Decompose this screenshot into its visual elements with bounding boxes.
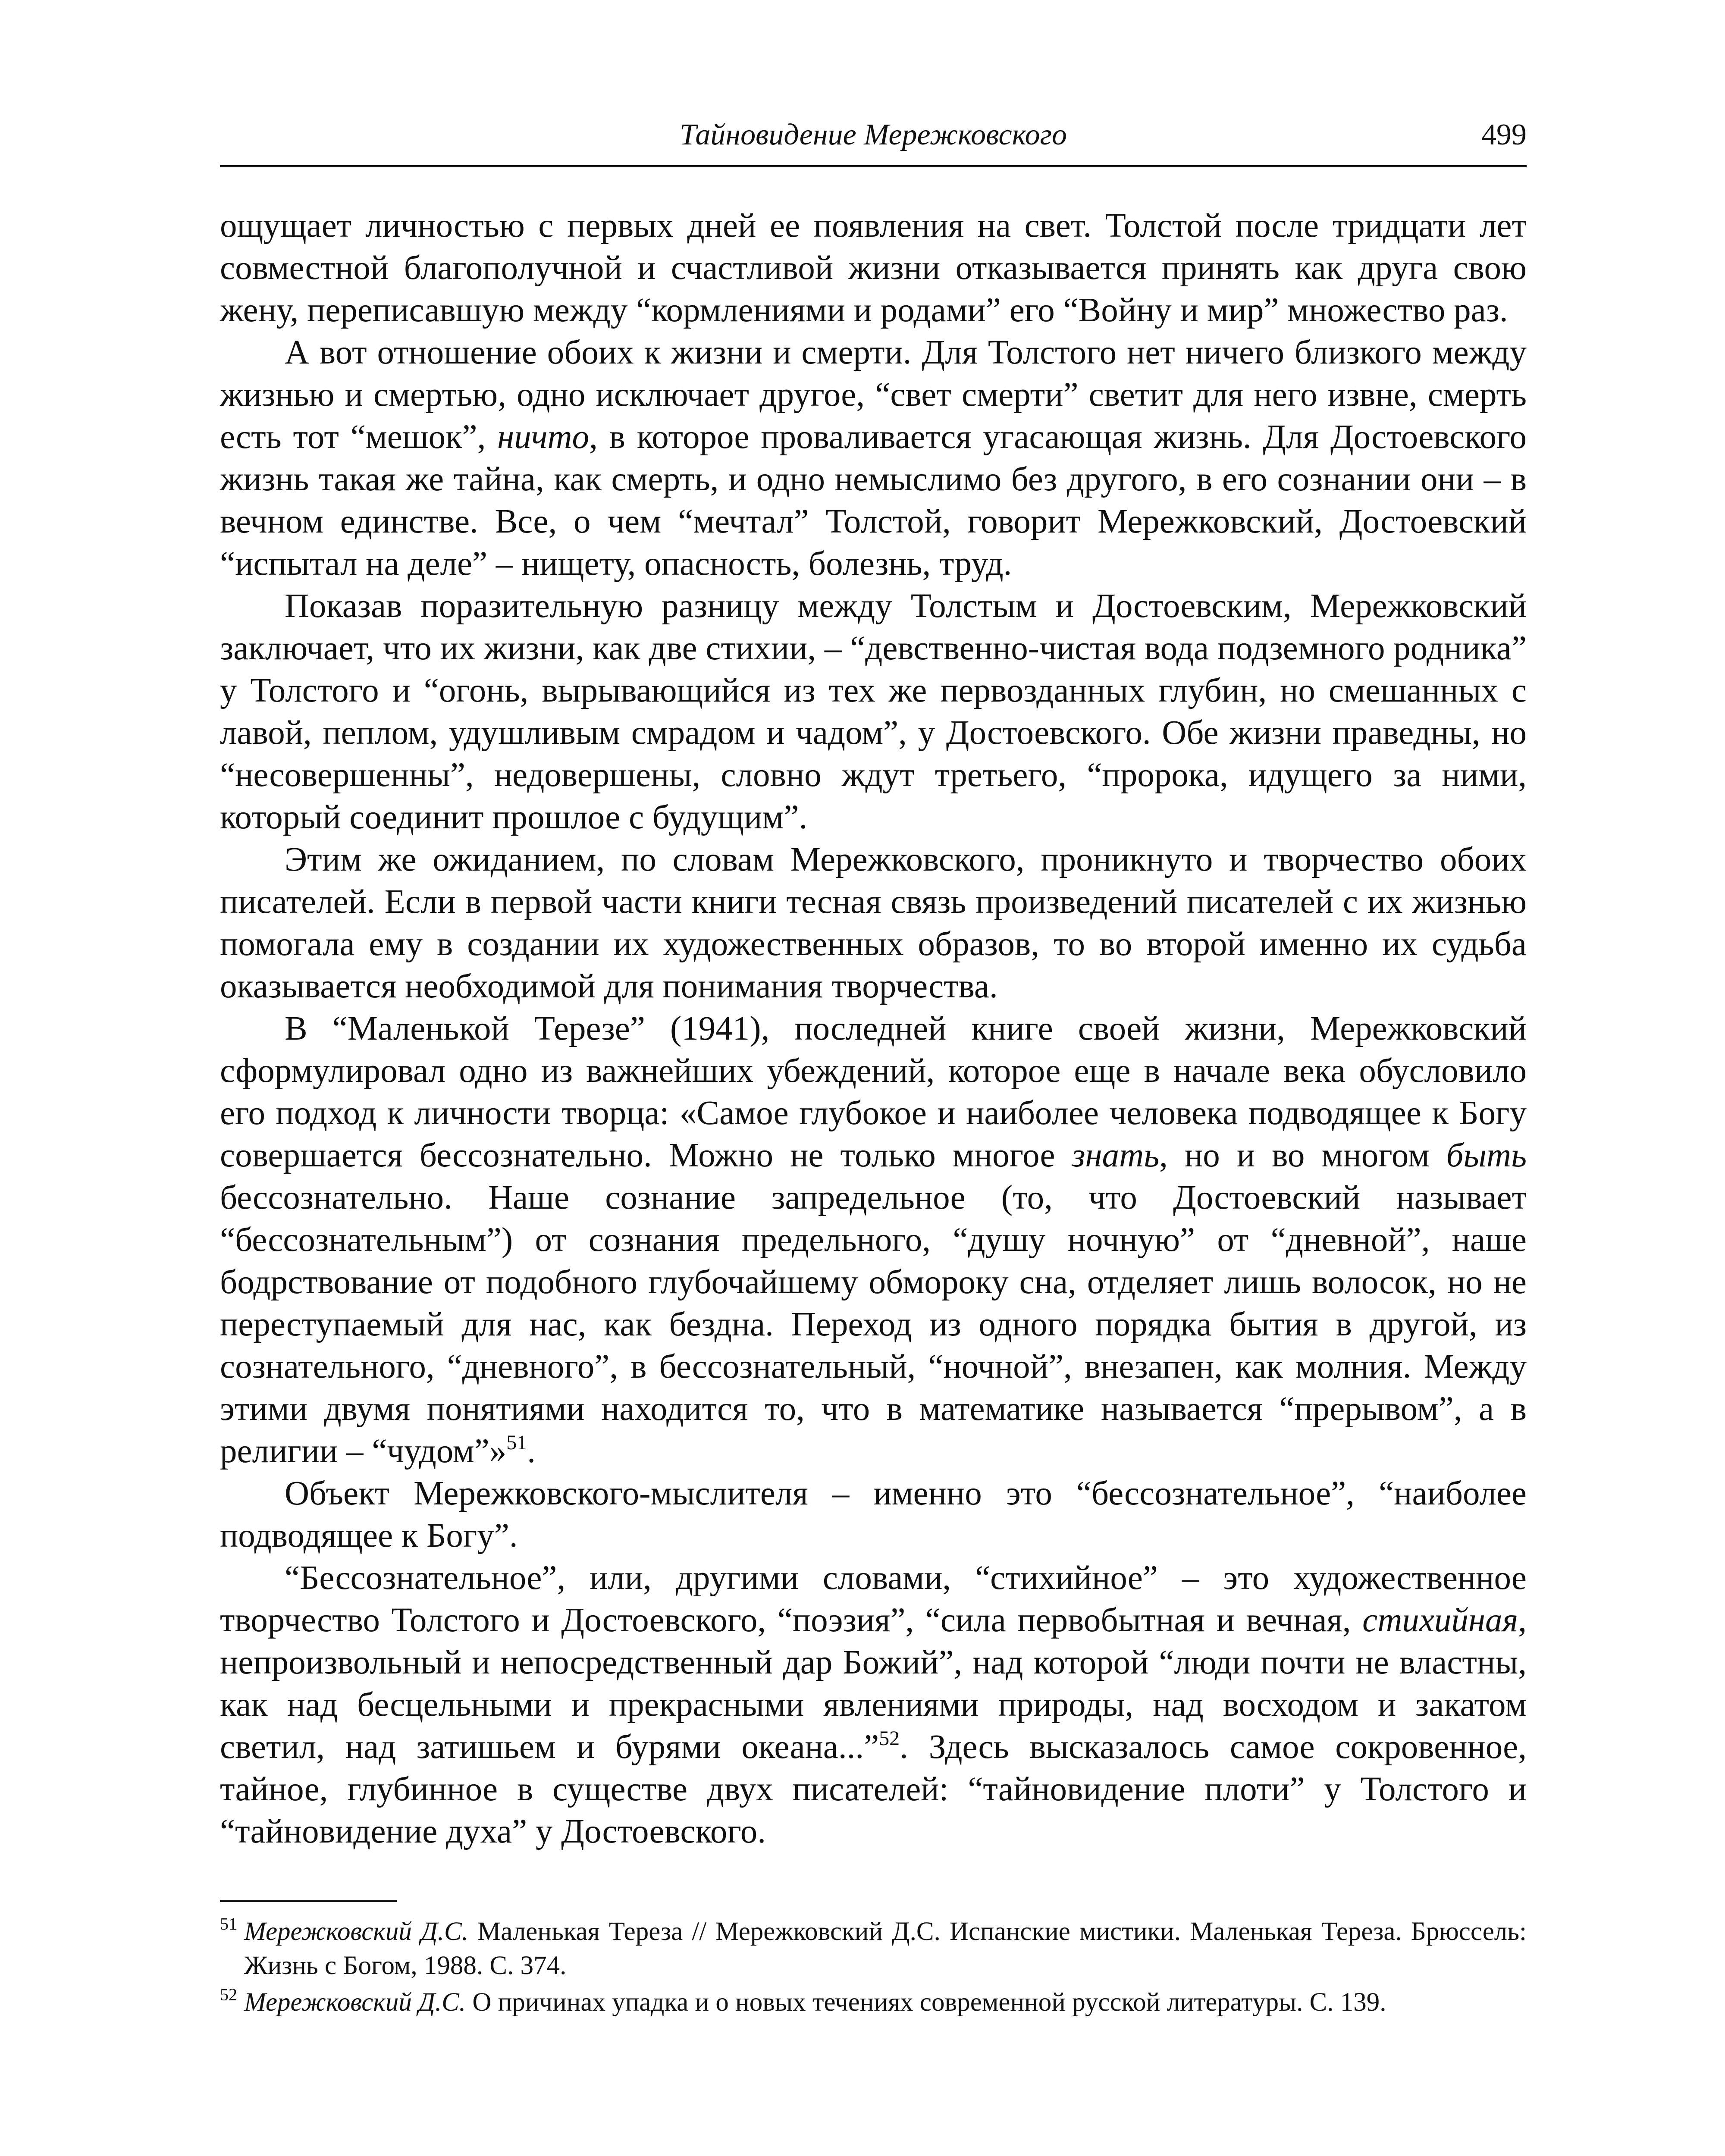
paragraph-3: Показав поразительную разницу между Толстым и Достоевским, Мережковский заключает, что их жизни, как две стихии, – “девственно-чистая вода подземного родника” у Толстого и “огонь, вырывающийся из тех же первозданных глубин, но смешанных с лавой, пеплом, удушливым смрадом и чадом”, у Достоевского. Обе жизни праведны, но “несовершенны”, недовершены, словно ждут третьего, “пророка, идущего за ними, который соединит прошлое с будущим”. — [220, 587, 1527, 836]
paragraph-2-part-b: , в которое проваливается угасающая жизнь. Для Достоевского жизнь такая же тайна, как смерть, и одно немыслимо без другого, в его сознании они – в вечном единстве. Все, о чем “мечтал” Толстой, говорит Мережковский, Достоевский “испытал на деле” – нищету, опасность, болезнь, труд. — [220, 418, 1527, 583]
paragraph-7-part-b: , непроизвольный и непосредственный дар Божий”, над которой “люди почти не властны, как над бесцельными и прекрасными явлениями природы, над восходом и закатом светил, над затишьем и бурями океана...” — [220, 1601, 1527, 1766]
paragraph-5-part-b: , но и во многом — [1159, 1137, 1430, 1174]
paragraph-7-part-c: . Здесь высказалось самое сокровенное, тайное, глубинное в существе двух писателей: “тайновидение плоти” у Толстого и “тайновидение духа” у Достоевского. — [220, 1728, 1527, 1850]
italic-term-byt: быть — [1446, 1137, 1527, 1174]
paragraph-2 — [220, 332, 1527, 585]
footnote-author: Мережковский Д.С. — [244, 1988, 466, 2017]
paragraph-5-part-a: В “Маленькой Терезе” (1941), последней книге своей жизни, Мережковский сформулировал одно из важнейших убеждений, которое еще в начале века обусловило его подход к личности творца: «Самое глубокое и наиболее человека подводящее к Богу совершается бессознательно. Можно не только многое — [220, 1010, 1527, 1174]
running-title: Тайновидение Мережковского — [680, 118, 1067, 151]
paragraph-1: ощущает личностью с первых дней ее появления на свет. Толстой после тридцати лет совместной благополучной и счастливой жизни отказывается принять как друга свою жену, переписавшую между “кормлениями и родами” его “Войну и мир” множество раз. — [220, 207, 1527, 329]
paragraph-7-part-a: “Бессознательное”, или, другими словами, “стихийное” – это художественное творчество Толстого и Достоевского, “поэзия”, “сила первобытная и вечная, — [220, 1559, 1527, 1639]
italic-term-znat: знать — [1072, 1137, 1160, 1174]
footnote-text: Маленькая Тереза // Мережковский Д.С. Испанские мистики. Маленькая Тереза. Брюссель: Жизнь с Богом, 1988. С. 374. — [244, 1917, 1527, 1980]
paragraph-5 — [220, 1008, 1527, 1473]
paragraph-5-end: . — [527, 1432, 536, 1470]
footnote-51: 51 Мережковский Д.С. Маленькая Тереза // Мережковский Д.С. Испанские мистики. Маленькая Тереза. Брюссель: Жизнь с Богом, 1988. С. 374. — [220, 1914, 1527, 1980]
paragraph-6: Объект Мережковского-мыслителя – именно это “бессознательное”, “наиболее подводящее к Богу”. — [220, 1475, 1527, 1554]
paragraph-5-part-c: бессознательно. Наше сознание запредельное (то, что Достоевский называет “бессознательным”) от сознания предельного, “душу ночную” от “дневной”, наше бодрствование от подобного глубочайшему обмороку сна, отделяет лишь волосок, но не переступаемый для нас, как бездна. Переход из одного порядка бытия в другой, из сознательного, “дневного”, в бессознательный, “ночной”, внезапен, как молния. Между этими двумя понятиями находится то, что в математике называется “прерывом”, а в религии – “чудом”» — [220, 1179, 1527, 1470]
main-text — [220, 205, 1527, 1853]
paragraph-7 — [220, 1557, 1527, 1853]
footnote-ref-51[interactable]: 51 — [506, 1431, 527, 1454]
running-header — [220, 111, 1527, 163]
paragraph-4: Этим же ожиданием, по словам Мережковского, проникнуто и творчество обоих писателей. Если в первой части книги тесная связь произведений писателей с их жизнью помогала ему в создании их художественных образов, то во второй именно их судьба оказывается необходимой для понимания творчества. — [220, 841, 1527, 1005]
footnote-ref-52[interactable]: 52 — [879, 1727, 900, 1750]
footnote-author: Мережковский Д.С. — [244, 1917, 468, 1946]
header-rule — [220, 165, 1527, 167]
page-number: 499 — [1481, 118, 1527, 151]
paragraph-2-part-a: А вот отношение обоих к жизни и смерти. Для Толстого нет ничего близкого между жизнью и смертью, одно исключает другое, “свет смерти” светит для него извне, смерть есть тот “мешок”, — [220, 334, 1527, 456]
footnote-52: 52 Мережковский Д.С. О причинах упадка и о новых течениях современной русской литературы. С. 139. — [220, 1985, 1386, 2017]
footnotes — [220, 1915, 1527, 2022]
footnote-text: О причинах упадка и о новых течениях современной русской литературы. С. 139. — [472, 1988, 1386, 2017]
italic-term-nichto: ничто — [497, 418, 590, 456]
footnote-rule — [220, 1900, 397, 1902]
italic-term-stikhiynaya: стихийная — [1362, 1601, 1518, 1639]
